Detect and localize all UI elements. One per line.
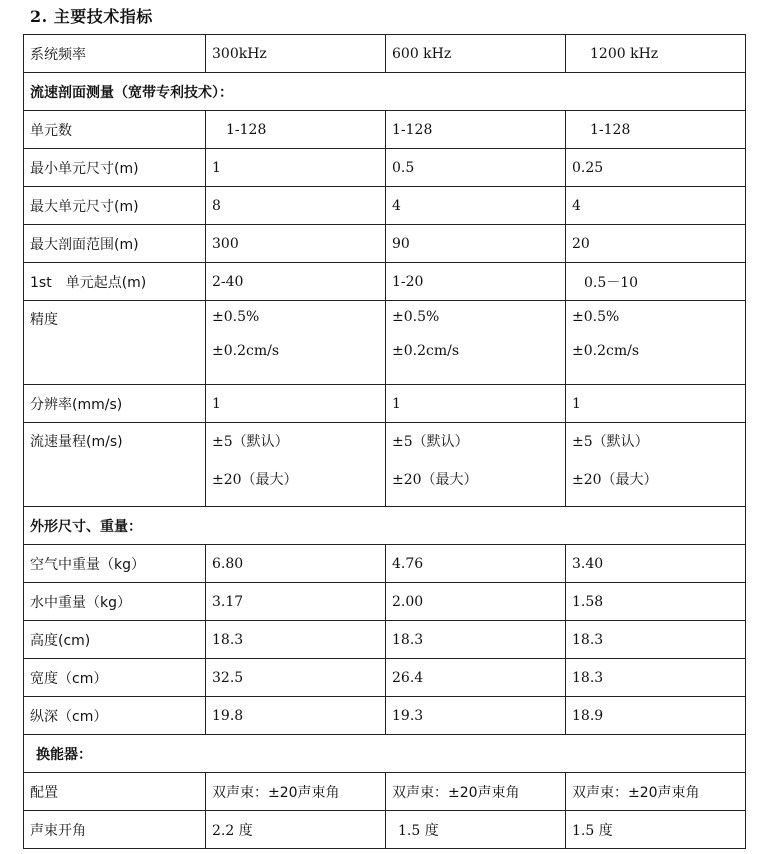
row-label: 分辨率(mm/s) [24, 385, 206, 423]
cell-value: 1-20 [386, 263, 566, 301]
cell-value: 6.80 [206, 545, 386, 583]
table-row [24, 187, 746, 225]
row-label: 最小单元尺寸(m) [24, 149, 206, 187]
cell-value: 0.5 [386, 149, 566, 187]
row-label: 声束开角 [24, 811, 206, 849]
cell-value: 4 [566, 187, 746, 225]
accuracy-percent: ±0.5% [212, 309, 260, 325]
row-label: 纵深（cm） [24, 697, 206, 735]
cell-value: 20 [566, 225, 746, 263]
cell-value: 1.5 度 [566, 811, 746, 849]
row-label: 最大单元尺寸(m) [24, 187, 206, 225]
cell-value [206, 301, 386, 385]
cell-value: 1-128 [566, 111, 746, 149]
table-row [24, 621, 746, 659]
row-label: 最大剖面范围(m) [24, 225, 206, 263]
accuracy-percent: ±0.5% [572, 309, 620, 325]
cell-value: 90 [386, 225, 566, 263]
cell-value: 19.8 [206, 697, 386, 735]
cell-value: 2-40 [206, 263, 386, 301]
row-label: 流速量程(m/s) [24, 423, 206, 507]
cell-value: 双声束：±20声束角 [566, 773, 746, 811]
cell-value: 4.76 [386, 545, 566, 583]
row-label: 精度 [24, 301, 206, 385]
row-label: 空气中重量（kg） [24, 545, 206, 583]
cell-value: 1 [206, 149, 386, 187]
table-row [24, 111, 746, 149]
cell-value: 双声束：±20声束角 [386, 773, 566, 811]
section-title: 外形尺寸、重量： [24, 507, 746, 545]
range-max: ±20（最大） [572, 472, 658, 488]
cell-value: 300kHz [206, 35, 386, 73]
cell-value: 4 [386, 187, 566, 225]
table-row [24, 545, 746, 583]
cell-value [566, 301, 746, 385]
cell-value: 32.5 [206, 659, 386, 697]
table-row [24, 659, 746, 697]
row-label: 1st 单元起点(m) [24, 263, 206, 301]
cell-value: 18.9 [566, 697, 746, 735]
accuracy-percent: ±0.5% [392, 309, 440, 325]
table-row [24, 423, 746, 507]
cell-value: 18.3 [566, 621, 746, 659]
cell-value: 1.58 [566, 583, 746, 621]
cell-value [386, 423, 566, 507]
table-row [24, 385, 746, 423]
table-row [24, 263, 746, 301]
range-default: ±5（默认） [392, 434, 469, 450]
cell-value: 1-128 [206, 111, 386, 149]
section-row [24, 735, 746, 773]
cell-value [566, 423, 746, 507]
table-row [24, 583, 746, 621]
table-row [24, 773, 746, 811]
cell-value: 19.3 [386, 697, 566, 735]
accuracy-speed: ±0.2cm/s [392, 343, 460, 359]
cell-value [386, 301, 566, 385]
cell-value: 600 kHz [386, 35, 566, 73]
cell-value: 1 [566, 385, 746, 423]
accuracy-speed: ±0.2cm/s [572, 343, 640, 359]
spec-table [23, 34, 746, 849]
cell-value: 1-128 [386, 111, 566, 149]
section-heading: 2. 主要技术指标 [30, 7, 153, 26]
table-row [24, 811, 746, 849]
cell-value: 1.5 度 [386, 811, 566, 849]
cell-value: 3.17 [206, 583, 386, 621]
cell-value: 2.00 [386, 583, 566, 621]
cell-value: 1 [206, 385, 386, 423]
row-label: 单元数 [24, 111, 206, 149]
cell-value: 双声束：±20声束角 [206, 773, 386, 811]
cell-value [206, 423, 386, 507]
cell-value: 18.3 [566, 659, 746, 697]
accuracy-speed: ±0.2cm/s [212, 343, 280, 359]
row-label: 配置 [24, 773, 206, 811]
table-row [24, 35, 746, 73]
range-max: ±20（最大） [212, 472, 298, 488]
table-row [24, 301, 746, 385]
cell-value: 18.3 [386, 621, 566, 659]
row-label: 水中重量（kg） [24, 583, 206, 621]
row-label: 宽度（cm） [24, 659, 206, 697]
cell-value: 26.4 [386, 659, 566, 697]
range-max: ±20（最大） [392, 472, 478, 488]
cell-value: 300 [206, 225, 386, 263]
section-title: 流速剖面测量（宽带专利技术）： [24, 73, 746, 111]
range-default: ±5（默认） [212, 434, 289, 450]
cell-value: 18.3 [206, 621, 386, 659]
section-row [24, 507, 746, 545]
cell-value: 1 [386, 385, 566, 423]
row-label: 高度(cm) [24, 621, 206, 659]
section-title: 换能器： [24, 735, 746, 773]
cell-value: 1200 kHz [566, 35, 746, 73]
section-row [24, 73, 746, 111]
cell-value: 8 [206, 187, 386, 225]
cell-value: 0.5－10 [566, 263, 746, 301]
row-label: 系统频率 [24, 35, 206, 73]
cell-value: 3.40 [566, 545, 746, 583]
cell-value: 0.25 [566, 149, 746, 187]
table-row [24, 697, 746, 735]
table-row [24, 149, 746, 187]
cell-value: 2.2 度 [206, 811, 386, 849]
range-default: ±5（默认） [572, 434, 649, 450]
table-row [24, 225, 746, 263]
